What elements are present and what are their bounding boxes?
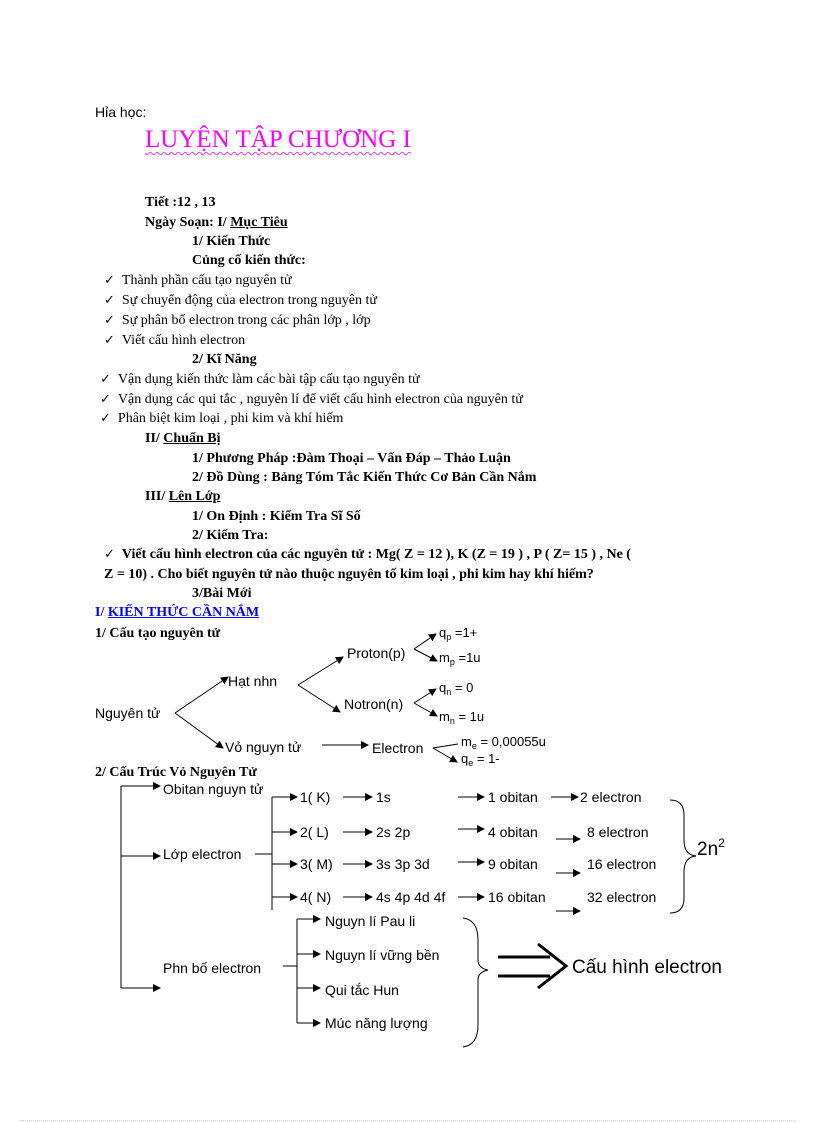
check-line: 2/ Kiểm Tra: bbox=[192, 528, 269, 543]
new-lesson: 3/Bài Mới bbox=[192, 586, 252, 601]
neutron-charge: $q_n = 0$ bbox=[439, 680, 474, 697]
knowledge-heading: 1/ Kiến Thức bbox=[192, 234, 271, 249]
proton-node: Proton(p) bbox=[347, 645, 406, 661]
check-icon: ✓ bbox=[100, 392, 111, 407]
principle-item: Nguyn lí Pau li bbox=[325, 913, 416, 929]
subsection-atom-structure: 1/ Cấu tạo nguyên tử bbox=[95, 626, 221, 641]
page-title: LUYỆN TẬP CHƯƠNG I bbox=[145, 126, 411, 153]
distribution-node: Phn bố electron bbox=[163, 960, 262, 976]
date-label: Ngày Soạn: I/ bbox=[145, 215, 227, 230]
electron-count: 8 electron bbox=[587, 824, 649, 840]
objectives-heading: Mục Tiêu bbox=[230, 215, 288, 230]
section-heading: I/ KIẾN THỨC CẦN NẮM bbox=[95, 605, 260, 620]
prep-heading: II/ Chuẩn Bị bbox=[145, 431, 221, 446]
skill-item: ✓ Vận dụng các qui tắc , nguyên lí để viết cấu hình electron của nguyên tử bbox=[100, 392, 523, 407]
shell-node: Vỏ nguyn tử bbox=[225, 739, 302, 755]
check-icon: ✓ bbox=[104, 333, 115, 348]
electron-charge: $q_e = 1-$ bbox=[461, 751, 500, 768]
knowledge-item: ✓ Sự phân bố electron trong các phân lớp , lớp bbox=[104, 313, 371, 328]
lesson-number: Tiết :12 , 13 bbox=[145, 195, 216, 210]
electron-node: Electron bbox=[372, 740, 424, 756]
principle-item: Qui tắc Hun bbox=[325, 982, 399, 998]
electron-mass: $m_e = 0,00055u$ bbox=[461, 734, 546, 751]
layer-label: 3( M) bbox=[300, 856, 333, 872]
check-icon: ✓ bbox=[104, 293, 115, 308]
tools-line: 2/ Đồ Dùng : Bảng Tóm Tắc Kiến Thức Cơ Bản Cần Nắm bbox=[192, 470, 537, 485]
check-icon: ✓ bbox=[100, 372, 111, 387]
formula-2n2: $2n^2$ bbox=[697, 836, 725, 860]
knowledge-item: ✓ Thành phần cấu tạo nguyên tử bbox=[104, 273, 292, 288]
knowledge-item: ✓ Viết cấu hình electron bbox=[104, 333, 246, 348]
proton-charge: $q_p =1+$ bbox=[439, 625, 478, 642]
proton-mass: $m_p =1u$ bbox=[439, 650, 481, 667]
electron-count: 16 electron bbox=[587, 856, 657, 872]
orbital-count: 9 obitan bbox=[488, 856, 538, 872]
question-line-2: Z = 10) . Cho biết nguyên tử nào thuộc nguyên tố kim loại , phi kim hay khí hiếm? bbox=[104, 567, 594, 582]
knowledge-item: ✓ Sự chuyển động của electron trong nguyên tử bbox=[104, 293, 377, 308]
layer-label: 4( N) bbox=[300, 889, 332, 905]
skill-item: ✓ Phân biệt kim loại , phi kim và khí hiếm bbox=[100, 411, 344, 426]
subshell-label: 3s 3p 3d bbox=[376, 856, 430, 872]
neutron-mass: $m_n = 1u$ bbox=[439, 709, 485, 726]
check-icon: ✓ bbox=[100, 411, 111, 426]
check-icon: ✓ bbox=[104, 273, 115, 288]
skills-heading: 2/ Kĩ Năng bbox=[192, 352, 257, 367]
subsection-shell-structure: 2/ Cấu Trúc Vỏ Nguyên Tử bbox=[95, 765, 257, 780]
layer-label: 2( L) bbox=[300, 824, 329, 840]
subshell-label: 1s bbox=[376, 789, 391, 805]
orbital-node: Obitan nguyn tử bbox=[163, 781, 264, 797]
result-config: Cấu hình electron bbox=[572, 957, 722, 978]
check-icon: ✓ bbox=[104, 313, 115, 328]
page-footer-divider bbox=[20, 1120, 796, 1121]
method-line: 1/ Phương Pháp :Đàm Thoại – Vấn Đáp – Thảo Luận bbox=[192, 451, 511, 466]
orbital-count: 1 obitan bbox=[488, 789, 538, 805]
atom-node: Nguyên tử bbox=[95, 705, 161, 721]
layer-node: Lớp electron bbox=[163, 846, 242, 862]
stable-line: 1/ On Định : Kiểm Tra Sĩ Số bbox=[192, 509, 361, 524]
skill-item: ✓ Vận dụng kiến thức làm các bài tập cấu tạo nguyên tử bbox=[100, 372, 420, 387]
electron-count: 32 electron bbox=[587, 889, 657, 905]
class-heading: III/ Lên Lớp bbox=[145, 489, 221, 504]
nucleus-node: Hạt nhn bbox=[228, 673, 278, 689]
question-line-1: ✓ Viết cấu hình electron của các nguyên tử : Mg( Z = 12 ), K (Z = 19 ) , P ( Z= 15 ) , Ne ( bbox=[104, 547, 631, 562]
neutron-node: Notron(n) bbox=[344, 696, 404, 712]
electron-count: 2 electron bbox=[580, 789, 642, 805]
principle-item: Nguyn lí vững bền bbox=[325, 947, 440, 963]
subject-label: Hỉa học: bbox=[95, 104, 147, 120]
orbital-count: 4 obitan bbox=[488, 824, 538, 840]
subshell-label: 2s 2p bbox=[376, 824, 411, 840]
principle-item: Múc năng lượng bbox=[325, 1015, 428, 1031]
check-icon: ✓ bbox=[104, 547, 115, 562]
layer-label: 1( K) bbox=[300, 789, 331, 805]
subshell-label: 4s 4p 4d 4f bbox=[376, 889, 446, 905]
orbital-count: 16 obitan bbox=[488, 889, 546, 905]
consolidate-heading: Củng cố kiến thức: bbox=[192, 253, 306, 268]
